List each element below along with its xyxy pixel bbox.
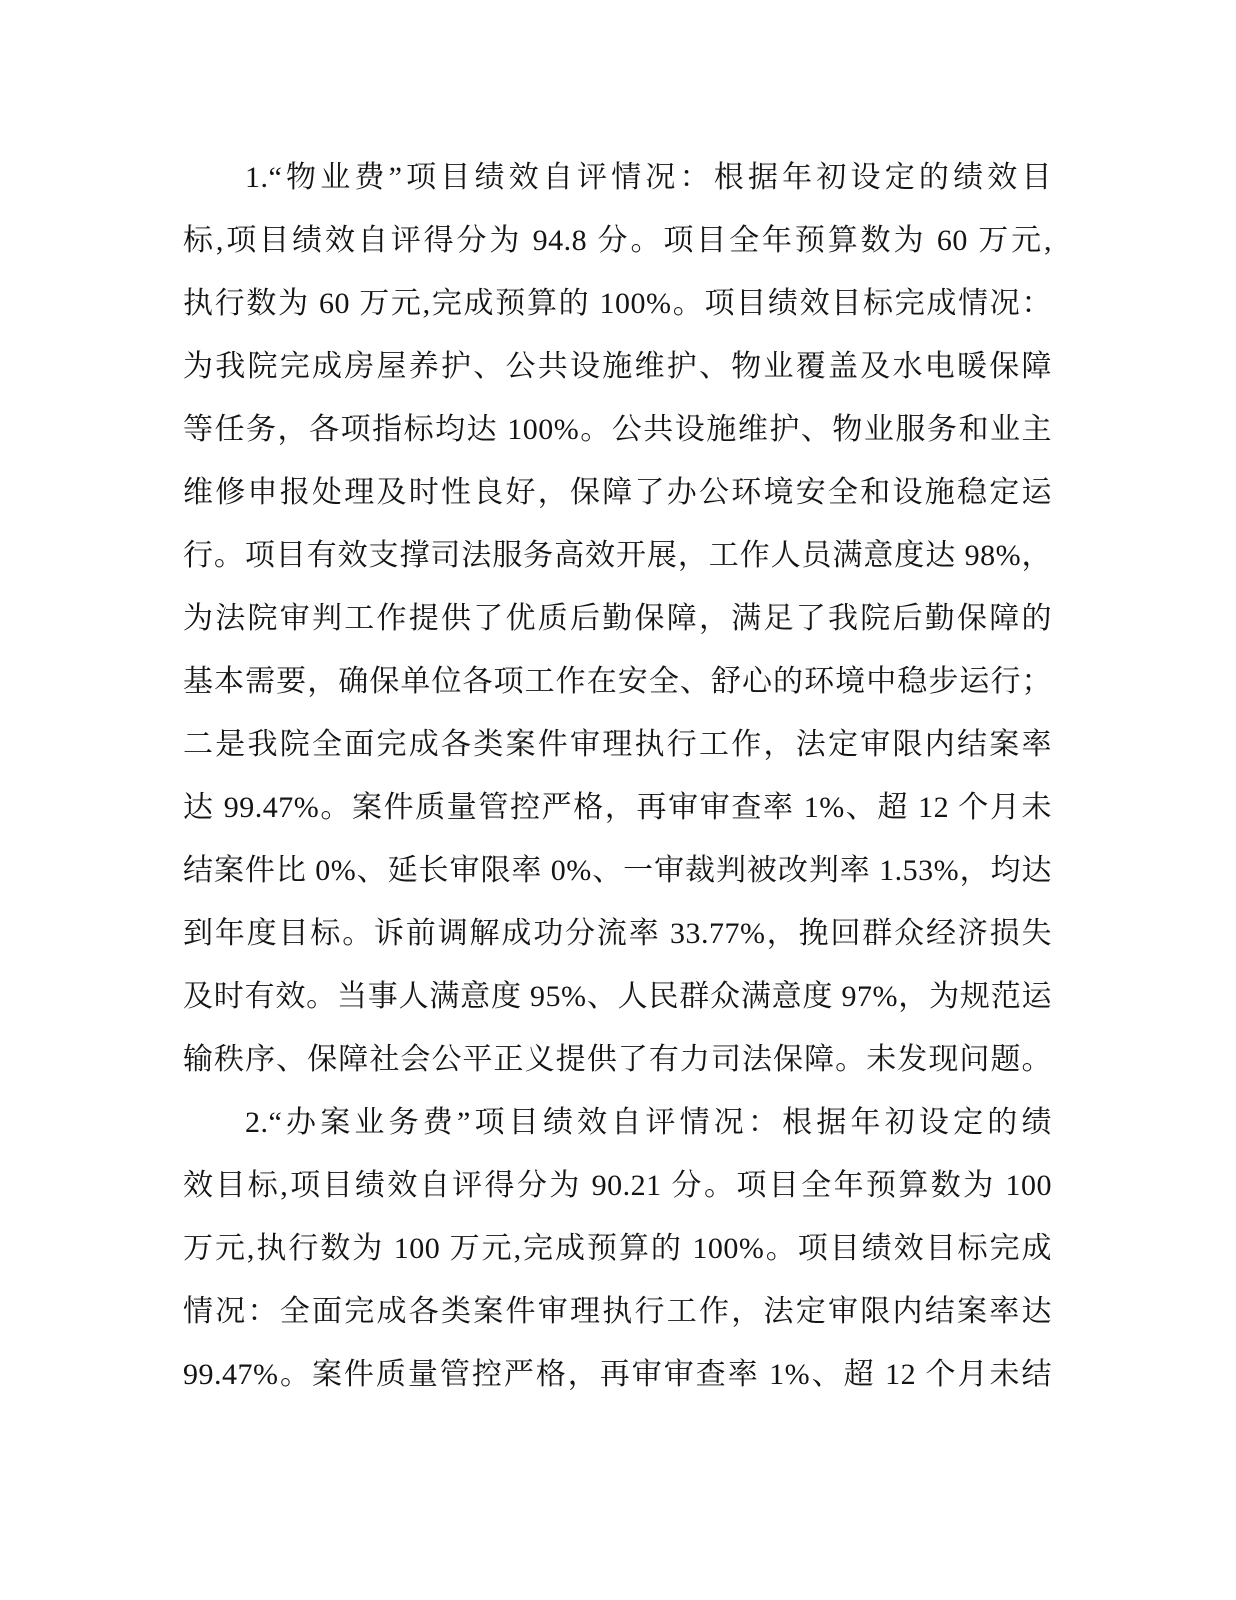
text-line: 及时有效。当事人满意度 95%、人民群众满意度 97%，为规范运 — [183, 980, 1052, 1013]
text-line: 基本需要，确保单位各项工作在安全、舒心的环境中稳步运行； — [183, 665, 1052, 698]
text-line: 效目标,项目绩效自评得分为 90.21 分。项目全年预算数为 100 — [183, 1169, 1052, 1202]
paragraph-property-fee — [183, 146, 1052, 1091]
text-line: 为法院审判工作提供了优质后勤保障，满足了我院后勤保障的 — [183, 602, 1052, 635]
text-line: 等任务，各项指标均达 100%。公共设施维护、物业服务和业主 — [183, 413, 1052, 446]
text-line: 1.“物业费”项目绩效自评情况：根据年初设定的绩效目 — [245, 161, 1052, 194]
text-line: 到年度目标。诉前调解成功分流率 33.77%，挽回群众经济损失 — [183, 917, 1052, 950]
text-line: 输秩序、保障社会公平正义提供了有力司法保障。未发现问题。 — [183, 1043, 1052, 1076]
document-body — [183, 146, 1052, 1406]
text-line: 结案件比 0%、延长审限率 0%、一审裁判被改判率 1.53%，均达 — [183, 854, 1052, 887]
text-line: 万元,执行数为 100 万元,完成预算的 100%。项目绩效目标完成 — [183, 1232, 1052, 1265]
text-line: 执行数为 60 万元,完成预算的 100%。项目绩效目标完成情况： — [183, 287, 1052, 320]
text-line: 99.47%。案件质量管控严格，再审审查率 1%、超 12 个月未结 — [183, 1358, 1052, 1391]
text-line: 情况：全面完成各类案件审理执行工作，法定审限内结案率达 — [183, 1295, 1052, 1328]
text-line: 为我院完成房屋养护、公共设施维护、物业覆盖及水电暖保障 — [183, 350, 1052, 383]
text-line: 维修申报处理及时性良好，保障了办公环境安全和设施稳定运 — [183, 476, 1052, 509]
text-line: 标,项目绩效自评得分为 94.8 分。项目全年预算数为 60 万元, — [183, 224, 1052, 257]
text-line: 2.“办案业务费”项目绩效自评情况：根据年初设定的绩 — [245, 1106, 1052, 1139]
text-line: 行。项目有效支撑司法服务高效开展，工作人员满意度达 98%， — [183, 539, 1052, 572]
text-line: 达 99.47%。案件质量管控严格，再审审查率 1%、超 12 个月未 — [183, 791, 1052, 824]
paragraph-case-handling-fee — [183, 1091, 1052, 1406]
text-line: 二是我院全面完成各类案件审理执行工作，法定审限内结案率 — [183, 728, 1052, 761]
